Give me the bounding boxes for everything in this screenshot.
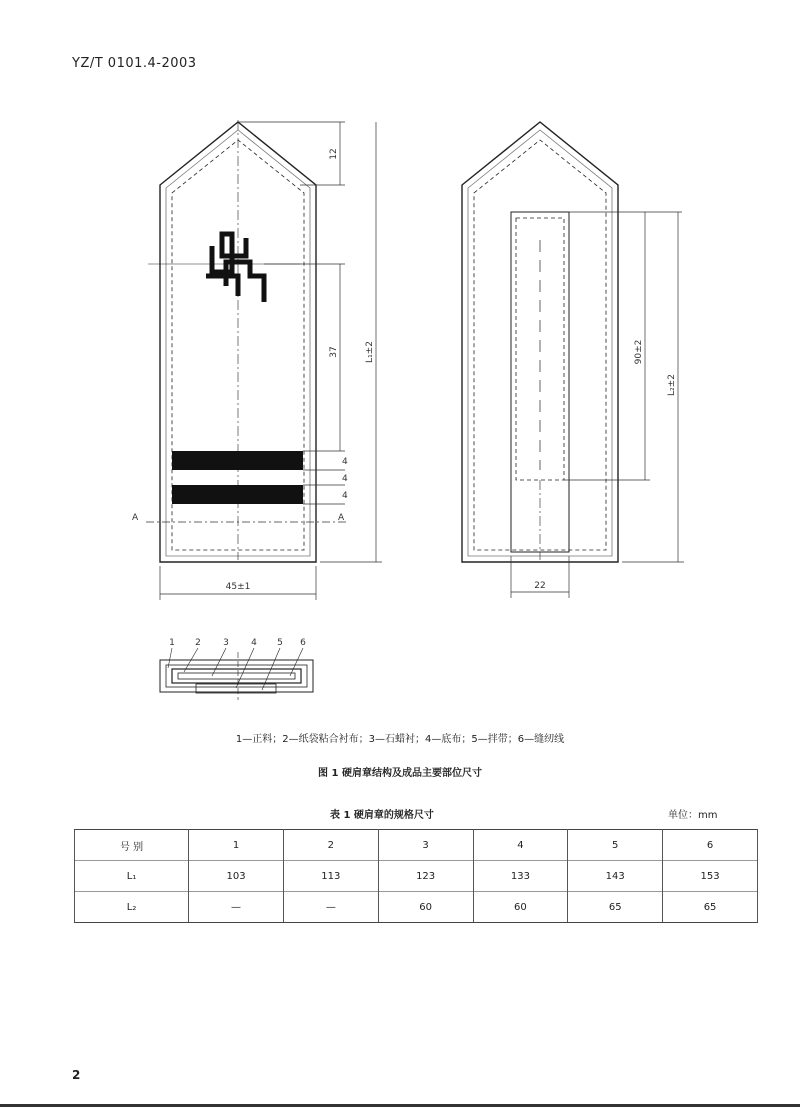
dim-inner-length: 90±2 [634, 339, 644, 365]
dim-stripe-gap-1: 4 [342, 457, 348, 467]
table-cell: 153 [663, 861, 758, 892]
section-marker-left: A [132, 513, 139, 523]
table-cell: 65 [568, 892, 663, 923]
dim-total-length: L₁±2 [365, 341, 375, 363]
dim-back-length: L₂±2 [667, 374, 677, 396]
dim-top-height: 12 [329, 148, 339, 160]
stripe-lower [172, 485, 303, 504]
callout-5: 5 [277, 638, 283, 648]
table-cell: 2 [283, 830, 378, 861]
table-row [75, 861, 758, 892]
table-cell: 60 [378, 892, 473, 923]
cross-section [160, 648, 313, 700]
stripe-upper [172, 451, 303, 470]
table-cell: — [189, 892, 284, 923]
callout-6: 6 [300, 638, 306, 648]
figure-title: 图 1 硬肩章结构及成品主要部位尺寸 [318, 768, 482, 779]
table-cell: 5 [568, 830, 663, 861]
dim-stripe-gap-3: 4 [342, 491, 348, 501]
row-header: L₁ [75, 861, 189, 892]
dim-stripe-gap-2: 4 [342, 474, 348, 484]
post-emblem-icon [206, 234, 264, 302]
table-cell: 65 [663, 892, 758, 923]
dim-mid-length: 37 [329, 346, 339, 358]
page-number: 2 [72, 1068, 81, 1082]
row-header: 号 别 [75, 830, 189, 861]
table-cell: 103 [189, 861, 284, 892]
table-cell: 133 [473, 861, 568, 892]
table-unit: 单位：mm [668, 810, 718, 821]
callout-2: 2 [195, 638, 201, 648]
standard-code: YZ/T 0101.4-2003 [72, 56, 197, 71]
table-row [75, 830, 758, 861]
figure-legend: 1—正料；2—纸袋粘合衬布；3—石蜡衬；4—底布；5—拌带；6—缝纫线 [235, 734, 565, 745]
spec-table [74, 829, 758, 923]
callout-1: 1 [169, 638, 175, 648]
table-cell: 6 [663, 830, 758, 861]
callout-3: 3 [223, 638, 229, 648]
row-header: L₂ [75, 892, 189, 923]
table-cell: 143 [568, 861, 663, 892]
table-cell: 60 [473, 892, 568, 923]
table-cell: 3 [378, 830, 473, 861]
dim-strap-width: 22 [534, 581, 546, 591]
table-cell: 113 [283, 861, 378, 892]
bottom-rule [0, 1104, 800, 1107]
dim-width: 45±1 [225, 582, 251, 592]
section-marker-right: A [338, 513, 345, 523]
table-cell: 1 [189, 830, 284, 861]
callout-4: 4 [251, 638, 257, 648]
table-cell: 4 [473, 830, 568, 861]
table-row [75, 892, 758, 923]
table-cell: — [283, 892, 378, 923]
table-cell: 123 [378, 861, 473, 892]
table-title: 表 1 硬肩章的规格尺寸 [330, 810, 434, 821]
